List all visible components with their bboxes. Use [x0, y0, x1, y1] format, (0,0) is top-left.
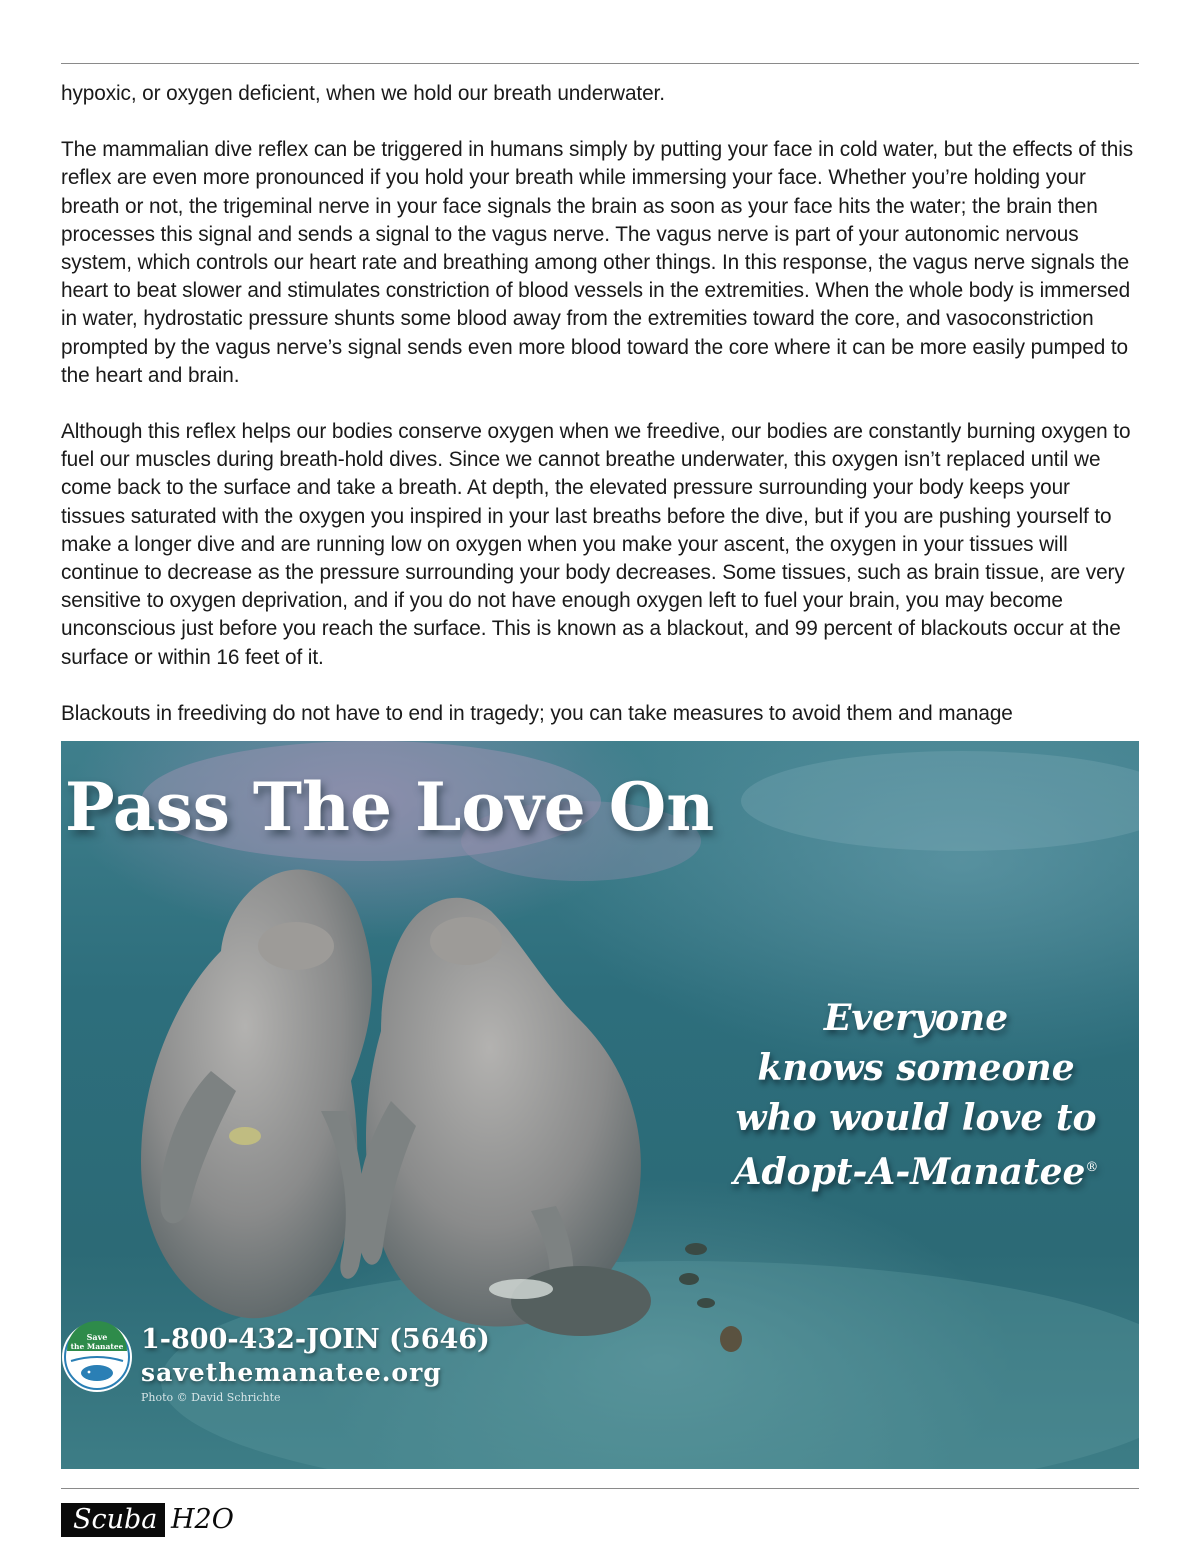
- registered-mark: ®: [1085, 1160, 1099, 1175]
- save-the-manatee-logo[interactable]: [61, 1321, 133, 1393]
- contact-block: [141, 1323, 490, 1405]
- article-body: [61, 80, 1139, 756]
- manatee-right: [357, 898, 651, 1336]
- website-link[interactable]: savethemanatee.org: [141, 1358, 442, 1387]
- paragraph-4: Blackouts in freediving do not have to end in tragedy; you can take measures to avoid them and manage: [61, 701, 1013, 725]
- brand-scuba-box: [61, 1503, 165, 1537]
- logo-line-2: the Manatee: [70, 1342, 124, 1351]
- ad-headline: Pass The Love On: [65, 768, 715, 846]
- ad-tagline: [701, 993, 1131, 1197]
- paragraph-2: The mammalian dive reflex can be triggered in humans simply by putting your face in cold water, but the effects of this reflex are even more pronounced if you hold your breath while immersing your face. Whether you’re holding your breath or not, the trigeminal nerve in your face signals the brain as soon as your face hits the water; the brain then processes this signal and sends a signal to the vagus nerve. The vagus nerve is part of your autonomic nervous system, which controls our heart rate and breathing among other things. In this response, the vagus nerve signals the heart to beat slower and stimulates constriction of blood vessels in the extremities. When the whole body is immersed in water, hydrostatic pressure shunts some blood away from the extremities toward the core, and vasoconstriction prompted by the vagus nerve’s signal sends even more blood toward the core where it can be more easily pumped to the heart and brain.: [61, 138, 1134, 387]
- paragraph-3: Although this reflex helps our bodies conserve oxygen when we freedive, our bodies are constantly burning oxygen to fuel our muscles during breath-hold dives. Since we cannot breathe underwater, this oxygen isn’t replaced until we come back to the surface and take a breath. At depth, the elevated pressure surrounding your body keeps your tissues saturated with the oxygen you inspired in your last breaths before the dive, but if you are pushing yourself to make a longer dive and are running low on oxygen when you make your ascent, the oxygen in your tissues will continue to decrease as the pressure surrounding your body decreases. Some tissues, such as brain tissue, are very sensitive to oxygen deprivation, and if you do not have enough oxygen left to fuel your brain, you may become unconscious just before you reach the surface. This is known as a blackout, and 99 percent of blackouts occur at the surface or within 16 feet of it.: [61, 420, 1131, 669]
- brand-scuba-text: Scuba: [73, 1504, 158, 1535]
- tagline-line-4: Adopt-A-Manatee: [733, 1151, 1086, 1193]
- brand-h2o: [171, 1503, 234, 1537]
- brand-h2o-text: H2O: [171, 1504, 234, 1535]
- tagline-line-1: Everyone: [823, 997, 1009, 1039]
- manatee-left: [141, 869, 372, 1318]
- photo-credit: Photo © David Schrichte: [141, 1391, 281, 1404]
- top-divider: [61, 63, 1139, 64]
- tagline-line-3: who would love to: [735, 1097, 1097, 1139]
- tagline-line-2: knows someone: [757, 1047, 1075, 1089]
- bottom-divider: [61, 1488, 1139, 1489]
- paragraph-1: hypoxic, or oxygen deficient, when we hold our breath underwater.: [61, 82, 665, 105]
- phone-number[interactable]: 1-800-432-JOIN (5646): [141, 1324, 490, 1355]
- manatee-advertisement[interactable]: [61, 741, 1139, 1469]
- logo-line-1: Save: [86, 1332, 108, 1342]
